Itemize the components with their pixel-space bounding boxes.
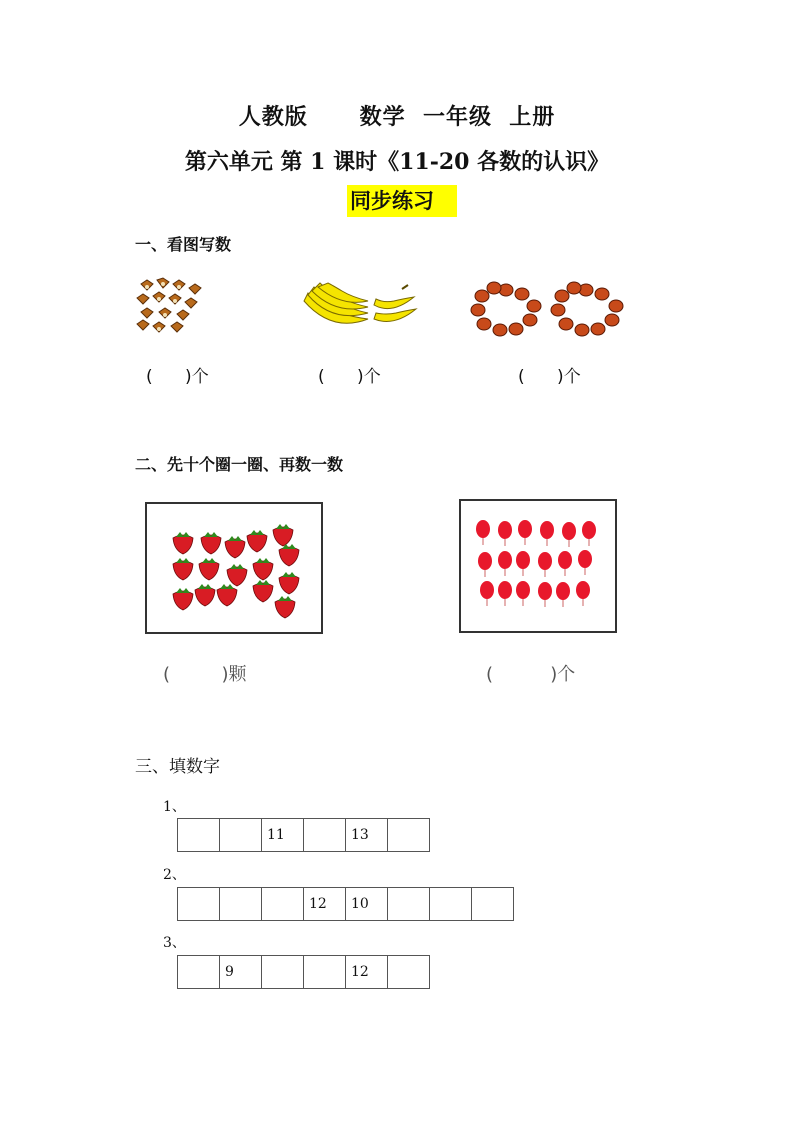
- number-row-3: [177, 955, 430, 989]
- number-cell[interactable]: [220, 819, 262, 852]
- section2-title: 二、先十个圈一圈、再数一数: [135, 455, 344, 474]
- chestnut-icon: [133, 278, 203, 338]
- number-cell: 11: [262, 819, 304, 852]
- number-cell[interactable]: [178, 819, 220, 852]
- question-2-label: 2、: [163, 867, 186, 883]
- number-cell[interactable]: [178, 888, 220, 921]
- number-cell[interactable]: [304, 956, 346, 989]
- number-cell[interactable]: [220, 888, 262, 921]
- number-cell[interactable]: [472, 888, 514, 921]
- question-1-label: 1、: [163, 799, 186, 815]
- lesson-subtitle: 第六单元 第 1 课时《11-20 各数的认识》: [184, 149, 610, 175]
- number-cell: 9: [220, 956, 262, 989]
- answer-blank-beads[interactable]: ( )个: [518, 367, 581, 387]
- number-cell[interactable]: [388, 819, 430, 852]
- section1-title: 一、看图写数: [135, 235, 232, 254]
- number-cell[interactable]: [430, 888, 472, 921]
- number-cell[interactable]: [388, 888, 430, 921]
- answer-blank-strawberries[interactable]: ( )颗: [163, 664, 247, 685]
- number-cell[interactable]: [304, 819, 346, 852]
- page-title: 人教版 数学 一年级 上册: [238, 104, 556, 130]
- number-cell: 12: [304, 888, 346, 921]
- number-cell[interactable]: [178, 956, 220, 989]
- answer-blank-bananas[interactable]: ( )个: [318, 367, 381, 387]
- number-cell[interactable]: [262, 956, 304, 989]
- answer-blank-chestnuts[interactable]: ( )个: [146, 367, 209, 387]
- balloon-icon: [459, 499, 617, 633]
- number-cell: 10: [346, 888, 388, 921]
- number-cell: 13: [346, 819, 388, 852]
- number-cell[interactable]: [388, 956, 430, 989]
- banana-icon: [302, 283, 420, 333]
- section3-title: 三、填数字: [135, 757, 220, 777]
- strawberry-icon: [145, 502, 323, 634]
- number-cell[interactable]: [262, 888, 304, 921]
- bead-ring-icon: [470, 282, 626, 338]
- number-row-2: [177, 887, 514, 921]
- number-cell: 12: [346, 956, 388, 989]
- number-row-1: [177, 818, 430, 852]
- question-3-label: 3、: [163, 935, 186, 951]
- answer-blank-balloons[interactable]: ( )个: [486, 664, 576, 685]
- practice-badge: 同步练习: [347, 185, 457, 217]
